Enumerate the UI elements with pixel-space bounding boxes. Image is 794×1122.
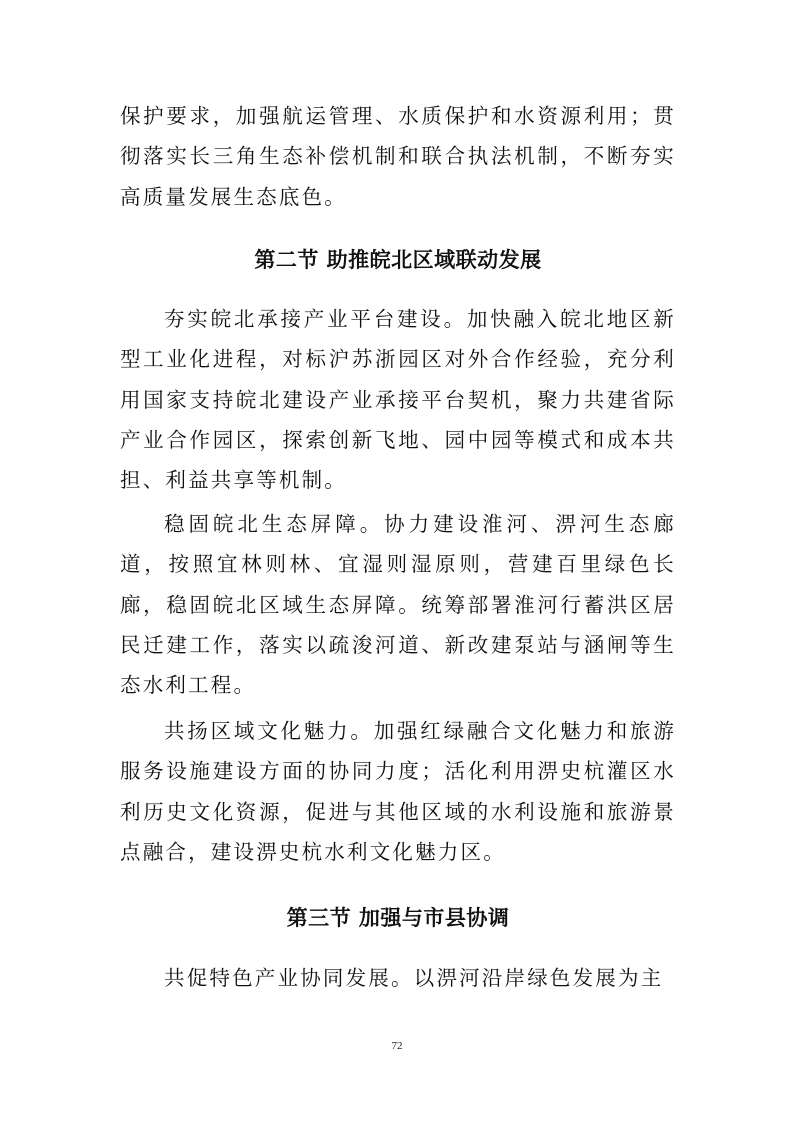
section-heading-3: 第三节 加强与市县协调 (286, 906, 510, 930)
page-number: 72 (391, 1040, 403, 1052)
paragraph-ecological-barrier: 稳固皖北生态屏障。协力建设淮河、淠河生态廊道，按照宜林则林、宜湿则湿原则，营建百里绿色长廊，稳固皖北区域生态屏障。统筹部署淮河行蓄洪区居民迁建工作，落实以疏浚河道、新改建泵站与涵闸等生态水利工程。 (120, 512, 676, 698)
paragraph-ecological-protection: 保护要求，加强航运管理、水质保护和水资源利用；贯彻落实长三角生态补偿机制和联合执法机制，不断夯实高质量发展生态底色。 (120, 104, 676, 209)
section-heading-2: 第二节 助推皖北区域联动发展 (254, 248, 542, 272)
paragraph-regional-culture: 共扬区域文化魅力。加强红绿融合文化魅力和旅游服务设施建设方面的协同力度；活化利用淠史杭灌区水利历史文化资源，促进与其他区域的水利设施和旅游景点融合，建设淠史杭水利文化魅力区。 (120, 719, 676, 864)
paragraph-industry-collaboration: 共促特色产业协同发展。以淠河沿岸绿色发展为主 (164, 966, 664, 990)
paragraph-industrial-platform: 夯实皖北承接产业平台建设。加快融入皖北地区新型工业化进程，对标沪苏浙园区对外合作经验，充分利用国家支持皖北建设产业承接平台契机，聚力共建省际产业合作园区，探索创新飞地、园中园等模式和成本共担、利益共享等机制。 (120, 307, 676, 493)
